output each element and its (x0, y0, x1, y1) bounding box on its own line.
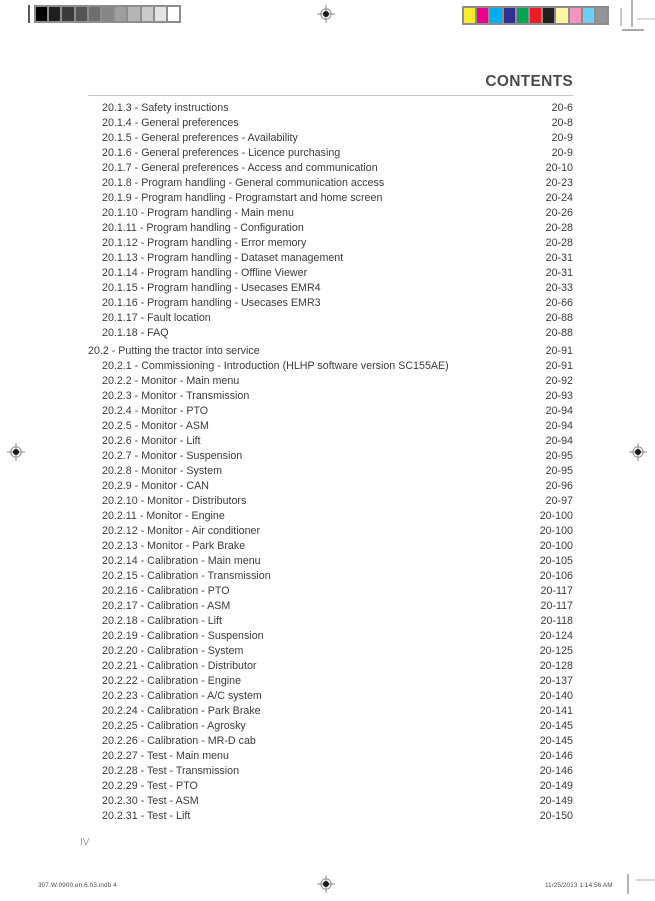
toc-entry-label: 20.2.30 - Test - ASM (102, 795, 199, 807)
toc-entry-label: 20.2.6 - Monitor - Lift (102, 435, 201, 447)
toc-entry-page: 20-88 (545, 312, 573, 324)
toc-entry-page: 20-95 (545, 465, 573, 477)
calibration-swatch (88, 6, 101, 22)
toc-entry-label: 20.2.4 - Monitor - PTO (102, 405, 209, 417)
toc-entry (88, 494, 573, 509)
toc-entry (88, 674, 573, 689)
toc-entry-page: 20-88 (545, 327, 573, 339)
toc-entry-page: 20-106 (539, 570, 573, 582)
calibration-swatch (555, 7, 568, 24)
toc-entry-label: 20.2.16 - Calibration - PTO (102, 585, 230, 597)
toc-entry (88, 359, 573, 374)
toc-entry (88, 191, 573, 206)
toc-entry-label: 20.1.5 - General preferences - Availability (102, 132, 298, 144)
toc-entry-label: 20.2.5 - Monitor - ASM (102, 420, 209, 432)
toc-entry-page: 20-91 (545, 345, 573, 357)
color-calibration-bar (462, 6, 609, 25)
toc-entry-label: 20.2.17 - Calibration - ASM (102, 600, 231, 612)
toc-entry-page: 20-117 (540, 585, 573, 597)
toc-entry (88, 161, 573, 176)
toc-entry-label: 20.1.7 - General preferences - Access and communication (102, 162, 378, 174)
crop-mark (627, 874, 629, 894)
toc-entry (88, 236, 573, 251)
toc-entry-page: 20-146 (539, 765, 573, 777)
toc-entry-page: 20-94 (545, 420, 573, 432)
toc-entry (88, 146, 573, 161)
toc-entry-label: 20.1.10 - Program handling - Main menu (102, 207, 294, 219)
toc-entry (88, 779, 573, 794)
toc-entry-page: 20-6 (551, 102, 573, 114)
crop-mark (620, 8, 622, 26)
toc-entry-page: 20-100 (539, 510, 573, 522)
toc-entry-label: 20.2.8 - Monitor - System (102, 465, 222, 477)
toc-entry-label: 20.2 - Putting the tractor into service (88, 345, 260, 357)
toc-entry (88, 554, 573, 569)
calibration-swatch (516, 7, 529, 24)
toc-entry-page: 20-95 (545, 450, 573, 462)
toc-entry-page: 20-137 (539, 675, 573, 687)
grayscale-calibration-bar (34, 5, 181, 23)
toc-entry-label: 20.2.13 - Monitor - Park Brake (102, 540, 246, 552)
toc-entry-page: 20-92 (545, 375, 573, 387)
toc-entry-page: 20-96 (545, 480, 573, 492)
toc-entry (88, 719, 573, 734)
calibration-swatch (35, 6, 48, 22)
toc-entry (88, 539, 573, 554)
toc-entry (88, 524, 573, 539)
toc-entry-label: 20.2.23 - Calibration - A/C system (102, 690, 262, 702)
toc-entry-page: 20-141 (539, 705, 573, 717)
toc-entry (88, 374, 573, 389)
registration-mark-icon (317, 875, 335, 893)
toc-entry-page: 20-93 (545, 390, 573, 402)
toc-entry (88, 389, 573, 404)
toc-entry (88, 749, 573, 764)
toc-entry-page: 20-149 (539, 780, 573, 792)
toc-entry-label: 20.2.14 - Calibration - Main menu (102, 555, 261, 567)
calibration-swatch (463, 7, 476, 24)
toc-entry-page: 20-125 (539, 645, 573, 657)
crop-mark (636, 879, 655, 881)
calibration-swatch (114, 6, 127, 22)
calibration-swatch (489, 7, 502, 24)
calibration-swatch (529, 7, 542, 24)
toc-entry-page: 20-9 (551, 147, 573, 159)
toc-entry-page: 20-94 (545, 405, 573, 417)
toc-entry (88, 101, 573, 116)
toc-entry (88, 131, 573, 146)
toc-entry-label: 20.2.28 - Test - Transmission (102, 765, 240, 777)
toc-entry-label: 20.2.12 - Monitor - Air conditioner (102, 525, 261, 537)
toc-entry (88, 251, 573, 266)
toc-entry-label: 20.1.15 - Program handling - Usecases EMR4 (102, 282, 321, 294)
toc-entry-label: 20.2.11 - Monitor - Engine (102, 510, 225, 522)
toc-entry-label: 20.2.2 - Monitor - Main menu (102, 375, 240, 387)
toc-entry-label: 20.1.18 - FAQ (102, 327, 169, 339)
calibration-swatch (503, 7, 516, 24)
toc-entry (88, 644, 573, 659)
toc-entry-page: 20-94 (545, 435, 573, 447)
toc-entry-page: 20-145 (539, 735, 573, 747)
toc-entry-label: 20.2.10 - Monitor - Distributors (102, 495, 247, 507)
toc-entry-label: 20.2.31 - Test - Lift (102, 810, 191, 822)
crop-mark (637, 18, 655, 20)
calibration-swatch (61, 6, 74, 22)
calibration-swatch (569, 7, 582, 24)
toc-entry-page: 20-105 (539, 555, 573, 567)
registration-mark-icon (629, 443, 647, 461)
toc-entry-page: 20-150 (539, 810, 573, 822)
toc-entry-page: 20-31 (545, 267, 573, 279)
toc-entry-page: 20-33 (545, 282, 573, 294)
toc-entry (88, 266, 573, 281)
calibration-swatch (75, 6, 88, 22)
toc-entry-page: 20-100 (539, 540, 573, 552)
toc-entry (88, 344, 573, 359)
toc-entry (88, 584, 573, 599)
registration-mark-icon (317, 5, 335, 23)
toc-entry-page: 20-118 (540, 615, 573, 627)
toc-entry (88, 206, 573, 221)
header-divider (88, 95, 573, 96)
toc-entry-label: 20.2.29 - Test - PTO (102, 780, 198, 792)
toc-entry (88, 449, 573, 464)
toc-entry-label: 20.2.1 - Commissioning - Introduction (HLHP software version SC155AE) (102, 360, 449, 372)
toc-entry (88, 464, 573, 479)
toc-entry (88, 434, 573, 449)
print-filename: 307.W.0900.en.6.03.indb 4 (38, 882, 117, 889)
toc-entry-page: 20-66 (545, 297, 573, 309)
toc-entry (88, 176, 573, 191)
toc-entry-label: 20.2.26 - Calibration - MR-D cab (102, 735, 256, 747)
toc-entry-label: 20.2.3 - Monitor - Transmission (102, 390, 250, 402)
toc-entry-page: 20-28 (545, 222, 573, 234)
calibration-swatch (48, 6, 61, 22)
toc-entry-page: 20-91 (545, 360, 573, 372)
toc-entry-page: 20-97 (545, 495, 573, 507)
toc-entry-page: 20-26 (545, 207, 573, 219)
toc-entry (88, 281, 573, 296)
toc-entry-page: 20-28 (545, 237, 573, 249)
toc-entry-page: 20-100 (539, 525, 573, 537)
calibration-swatch (582, 7, 595, 24)
toc-entry-page: 20-124 (539, 630, 573, 642)
toc-entry (88, 479, 573, 494)
toc-entry-page: 20-117 (540, 600, 573, 612)
calibration-swatch (154, 6, 167, 22)
calibration-swatch (167, 6, 180, 22)
toc-entry-label: 20.1.8 - Program handling - General communication access (102, 177, 385, 189)
toc-entry-label: 20.1.12 - Program handling - Error memory (102, 237, 307, 249)
toc-entry (88, 221, 573, 236)
toc-list (88, 98, 573, 824)
toc-entry-label: 20.2.21 - Calibration - Distributor (102, 660, 257, 672)
calibration-swatch (127, 6, 140, 22)
registration-mark-icon (7, 443, 25, 461)
crop-mark (631, 0, 633, 27)
toc-entry-label: 20.2.24 - Calibration - Park Brake (102, 705, 261, 717)
toc-entry (88, 764, 573, 779)
print-timestamp: 11/25/2013 1:14:56 AM (545, 882, 613, 889)
toc-entry (88, 659, 573, 674)
toc-entry-label: 20.1.16 - Program handling - Usecases EMR3 (102, 297, 321, 309)
toc-section (88, 72, 573, 824)
toc-entry-label: 20.2.15 - Calibration - Transmission (102, 570, 271, 582)
toc-entry-page: 20-24 (545, 192, 573, 204)
toc-entry (88, 404, 573, 419)
toc-entry (88, 794, 573, 809)
toc-entry (88, 419, 573, 434)
toc-entry-label: 20.1.13 - Program handling - Dataset management (102, 252, 344, 264)
toc-entry-page: 20-31 (545, 252, 573, 264)
calibration-swatch (542, 7, 555, 24)
calibration-swatch (595, 7, 608, 24)
toc-entry (88, 629, 573, 644)
toc-entry (88, 689, 573, 704)
calibration-swatch (476, 7, 489, 24)
crop-mark (28, 5, 30, 23)
toc-entry (88, 326, 573, 341)
toc-entry-page: 20-128 (539, 660, 573, 672)
toc-entry-label: 20.2.18 - Calibration - Lift (102, 615, 222, 627)
toc-entry (88, 116, 573, 131)
toc-entry-label: 20.1.4 - General preferences (102, 117, 239, 129)
toc-entry (88, 734, 573, 749)
toc-entry-label: 20.2.7 - Monitor - Suspension (102, 450, 243, 462)
toc-entry (88, 809, 573, 824)
page-title: CONTENTS (485, 73, 573, 90)
calibration-swatch (141, 6, 154, 22)
toc-entry-page: 20-10 (545, 162, 573, 174)
toc-entry (88, 614, 573, 629)
toc-entry-page: 20-149 (539, 795, 573, 807)
toc-entry-page: 20-145 (539, 720, 573, 732)
toc-entry (88, 311, 573, 326)
toc-entry-label: 20.2.22 - Calibration - Engine (102, 675, 242, 687)
page-number-label: IV (80, 837, 90, 848)
toc-entry (88, 296, 573, 311)
calibration-swatch (101, 6, 114, 22)
toc-entry-page: 20-146 (539, 750, 573, 762)
toc-entry-label: 20.1.9 - Program handling - Programstart and home screen (102, 192, 383, 204)
toc-entry (88, 599, 573, 614)
toc-entry-label: 20.2.9 - Monitor - CAN (102, 480, 209, 492)
toc-entry-page: 20-9 (551, 132, 573, 144)
toc-entry-label: 20.1.3 - Safety instructions (102, 102, 229, 114)
toc-entry-label: 20.2.20 - Calibration - System (102, 645, 244, 657)
toc-entry-label: 20.2.25 - Calibration - Agrosky (102, 720, 246, 732)
toc-entry-label: 20.1.6 - General preferences - Licence purchasing (102, 147, 341, 159)
toc-entry-label: 20.2.27 - Test - Main menu (102, 750, 229, 762)
toc-entry-page: 20-140 (539, 690, 573, 702)
toc-entry (88, 509, 573, 524)
toc-entry-page: 20-8 (551, 117, 573, 129)
toc-entry-page: 20-23 (545, 177, 573, 189)
toc-entry-label: 20.1.11 - Program handling - Configuration (102, 222, 304, 234)
toc-entry (88, 569, 573, 584)
toc-entry-label: 20.2.19 - Calibration - Suspension (102, 630, 264, 642)
toc-entry-label: 20.1.14 - Program handling - Offline Viewer (102, 267, 308, 279)
toc-entry-label: 20.1.17 - Fault location (102, 312, 211, 324)
toc-entry (88, 704, 573, 719)
crop-mark (622, 29, 644, 31)
